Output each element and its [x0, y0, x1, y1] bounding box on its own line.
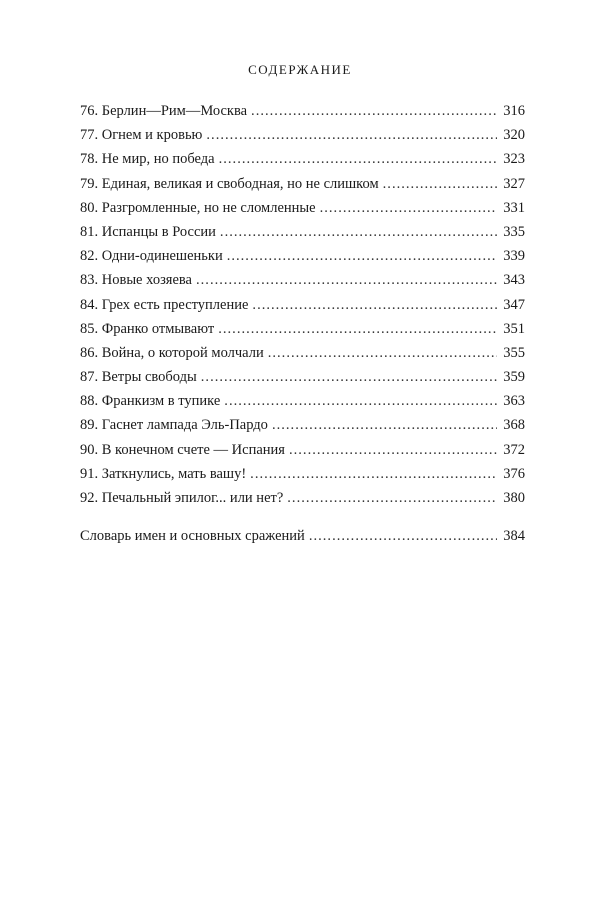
toc-entry-title: 88. Франкизм в тупике — [80, 393, 221, 410]
toc-entry-page: 363 — [503, 393, 525, 410]
toc-entry-page: 347 — [503, 296, 525, 313]
toc-entry-page: 323 — [503, 151, 525, 168]
toc-entry-page: 372 — [503, 441, 525, 458]
toc-entry-page: 335 — [503, 223, 525, 240]
toc-dot-leader — [227, 244, 497, 268]
toc-entry-title: 80. Разгромленные, но не сломленные — [80, 199, 316, 216]
toc-entry-page: 368 — [503, 417, 525, 434]
toc-entry-title: 87. Ветры свободы — [80, 369, 197, 386]
toc-dot-leader — [252, 293, 497, 317]
toc-entry-title: 84. Грех есть преступление — [80, 296, 249, 313]
toc-entry-title: 92. Печальный эпилог... или нет? — [80, 490, 284, 506]
toc-entry-title: 83. Новые хозяева — [80, 272, 192, 289]
toc-entry-title: 81. Испанцы в России — [80, 223, 216, 240]
toc-dot-leader — [287, 486, 497, 510]
toc-entry[interactable] — [80, 99, 525, 123]
toc-entry-title: 89. Гаснет лампада Эль-Пардо — [80, 417, 268, 434]
page-title: СОДЕРЖАНИЕ — [248, 62, 352, 77]
toc-dot-leader — [201, 365, 497, 389]
toc-entry[interactable] — [80, 389, 525, 413]
toc-entry-page: 343 — [503, 272, 525, 289]
toc-entry[interactable] — [80, 413, 525, 437]
toc-entry[interactable] — [80, 220, 525, 244]
toc-entry-page: 327 — [503, 175, 525, 192]
toc-dot-leader — [218, 317, 497, 341]
toc-entry[interactable] — [80, 244, 525, 268]
toc-entry[interactable] — [80, 123, 525, 147]
toc-section-gap — [80, 510, 525, 524]
table-of-contents — [80, 99, 525, 548]
toc-entry-page: 320 — [503, 127, 525, 144]
toc-entry-page: 359 — [503, 369, 525, 386]
toc-entry[interactable] — [80, 293, 525, 317]
toc-entry-title: 85. Франко отмывают — [80, 320, 215, 337]
toc-dot-leader — [220, 220, 497, 244]
toc-entry-page: 339 — [503, 248, 525, 265]
toc-entry-page: 376 — [503, 465, 525, 482]
toc-dot-leader — [320, 196, 497, 220]
toc-entry-page: 316 — [503, 103, 525, 119]
toc-entry-title: 86. Война, о которой молчали — [80, 344, 264, 361]
toc-dot-leader — [272, 413, 497, 437]
toc-entry-page: 331 — [503, 199, 525, 216]
toc-entry-title: 78. Не мир, но победа — [80, 151, 215, 168]
toc-entry-page: 351 — [503, 320, 525, 337]
toc-dot-leader — [250, 462, 497, 486]
toc-dot-leader — [251, 99, 497, 123]
toc-entry-title: 76. Берлин—Рим—Москва — [80, 103, 248, 119]
toc-entry[interactable] — [80, 438, 525, 462]
toc-entry[interactable] — [80, 341, 525, 365]
toc-entry-title: 82. Одни-одинешеньки — [80, 248, 223, 265]
toc-dot-leader — [289, 438, 497, 462]
toc-entry-page: 380 — [503, 490, 525, 506]
toc-entry-title: 91. Заткнулись, мать вашу! — [80, 465, 247, 482]
toc-entry-title: 90. В конечном счете — Испания — [80, 441, 285, 458]
toc-dot-leader — [309, 524, 497, 548]
toc-entry[interactable] — [80, 365, 525, 389]
toc-entry[interactable] — [80, 268, 525, 292]
toc-entry[interactable] — [80, 147, 525, 171]
toc-dot-leader — [268, 341, 497, 365]
toc-entry-appendix[interactable] — [80, 524, 525, 548]
toc-dot-leader — [196, 268, 497, 292]
toc-entry-page: 355 — [503, 344, 525, 361]
toc-dot-leader — [219, 147, 497, 171]
toc-dot-leader — [224, 389, 497, 413]
toc-entry-title: Словарь имен и основных сражений — [80, 528, 305, 545]
toc-entry-page: 384 — [503, 528, 525, 545]
toc-dot-leader — [383, 172, 497, 196]
toc-entry[interactable] — [80, 486, 525, 510]
toc-dot-leader — [206, 123, 497, 147]
toc-entry[interactable] — [80, 317, 525, 341]
toc-entry[interactable] — [80, 462, 525, 486]
toc-entry-title: 77. Огнем и кровью — [80, 127, 203, 144]
toc-entry[interactable] — [80, 196, 525, 220]
toc-entry-title: 79. Единая, великая и свободная, но не слишком — [80, 175, 379, 192]
toc-entry[interactable] — [80, 172, 525, 196]
